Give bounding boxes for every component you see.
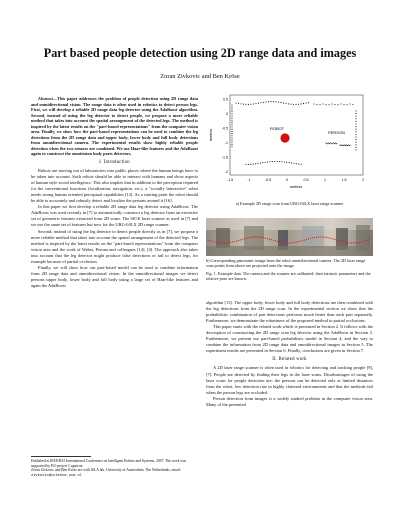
projected-point xyxy=(289,242,290,243)
projected-point xyxy=(291,242,292,243)
robot-marker xyxy=(280,133,289,142)
scan-point xyxy=(296,163,297,164)
y-tick-label: -0.5 xyxy=(221,126,228,131)
projected-point xyxy=(261,237,262,238)
scan-point xyxy=(355,118,356,119)
scan-point xyxy=(308,102,309,103)
projected-point xyxy=(287,242,288,243)
projected-point xyxy=(257,236,258,237)
scan-point xyxy=(329,143,330,144)
projected-point xyxy=(316,237,317,238)
paper-authors: Zoran Zivkovic and Ben Kröse xyxy=(160,73,240,80)
projected-point xyxy=(367,240,368,241)
y-tick-label: -2 xyxy=(224,169,228,174)
scan-point xyxy=(291,163,292,164)
scan-point xyxy=(231,120,232,121)
scan-point xyxy=(327,143,328,144)
projected-point xyxy=(320,236,321,237)
projected-point xyxy=(250,237,251,238)
x-axis-label: meters xyxy=(289,184,303,189)
projected-point xyxy=(363,241,364,242)
scan-point xyxy=(334,104,335,105)
projected-point xyxy=(244,238,245,239)
intro-paragraph-2: In this paper we first develop a reliable 2D range data leg detector using AdaBoost. The AdaBoost was used recently in [7] to automatically construct a leg detector from an extensive set of geometric features extracted from 2D scans. The SICK laser scanner as used in [7] and we use the same set of features but now for the URG-04LX 2D range scanner. xyxy=(31,204,198,228)
scan-point xyxy=(263,102,264,103)
intro-paragraph-3: Second, instead of using the leg detector to detect people directly as in [7], we propose a more reliable method that takes into account the spatial arrangement of the detected legs. The method is inspired by the latest results on the "part-based representations" from the computer vision area and the work of Weber, Perona and colleagues [14], [4]. The approach also takes into account that the leg detector might produce false detections or fail to detect legs, for example because of partial occlusion. xyxy=(31,228,198,264)
y-tick-label: -1.5 xyxy=(221,155,228,160)
figure-caption: Fig. 1. Example data. The camera and the scanner are calibrated: their intrinsic parameters and the relative pose are known. xyxy=(206,271,371,281)
projected-point xyxy=(308,238,309,239)
scan-point xyxy=(248,104,249,105)
scan-point xyxy=(303,103,304,104)
projected-point xyxy=(351,242,352,243)
projected-point xyxy=(357,242,358,243)
projected-point xyxy=(294,242,295,243)
scan-point xyxy=(328,142,329,143)
footnote-rule xyxy=(31,456,91,457)
scan-point xyxy=(231,146,232,147)
scan-point xyxy=(330,142,331,143)
projected-point xyxy=(310,238,311,239)
projected-point xyxy=(248,237,249,238)
scan-point xyxy=(346,104,347,105)
scan-point xyxy=(355,139,356,140)
intro-paragraph-4: Finally, we will show how our part-based model can be used to combine information from 2D range data and omnidirectional vision. In the omnidirectional images we detect persons upper body, lower body and full body using a large set of Haar-like features and again the AdaBoost xyxy=(31,264,198,288)
scan-point xyxy=(300,103,301,104)
plot-frame xyxy=(230,95,363,175)
y-axis-label: meters xyxy=(208,128,213,142)
scan-point xyxy=(231,137,232,138)
scan-point xyxy=(290,104,291,105)
right-paragraph-2: This paper starts with the related work which is presented in Section 2. It follows with the description of constructing the 2D range scan leg detector using the AdaBoost in Section 3. Furthermore, we present our part-based probabilistic model in Section 4, and the way to combine the information from 2D range data and omnidirectional images in Section 5. The experiment results are presented in Section 6. Finally, conclusions are given in Section 7. xyxy=(206,324,373,354)
scan-point xyxy=(349,145,350,146)
scan-point xyxy=(355,131,356,132)
projected-point xyxy=(306,239,307,240)
projected-point xyxy=(246,238,247,239)
scan-point xyxy=(288,103,289,104)
left-column xyxy=(31,96,198,289)
projected-point xyxy=(269,239,270,240)
projected-point xyxy=(216,242,217,243)
projected-point xyxy=(341,241,342,242)
caption-a: a) Example 2D range scan from URG-04LX laser range scanner xyxy=(235,201,344,206)
scan-point xyxy=(269,161,270,162)
projected-point xyxy=(361,241,362,242)
scan-point xyxy=(355,144,356,145)
projected-point xyxy=(228,242,229,243)
right-column xyxy=(206,300,373,408)
scan-point xyxy=(245,104,246,105)
projected-point xyxy=(253,237,254,238)
scan-point xyxy=(295,104,296,105)
projected-point xyxy=(339,240,340,241)
scan-point xyxy=(253,164,254,165)
scan-point xyxy=(255,103,256,104)
projected-point xyxy=(220,242,221,243)
scan-point xyxy=(274,161,275,162)
projected-point xyxy=(255,236,256,237)
scan-point xyxy=(231,126,232,127)
section-heading-related-work: II. Related work xyxy=(272,357,307,363)
projected-point xyxy=(259,237,260,238)
scan-point xyxy=(346,144,347,145)
scan-point xyxy=(231,109,232,110)
scan-point xyxy=(334,143,335,144)
scan-point xyxy=(283,103,284,104)
projected-point xyxy=(335,239,336,240)
y-tick-label: 0 xyxy=(226,111,228,116)
scan-point xyxy=(355,121,356,122)
scan-point xyxy=(277,161,278,162)
scan-point xyxy=(355,149,356,150)
projected-point xyxy=(279,241,280,242)
projected-point xyxy=(343,241,344,242)
scan-point xyxy=(238,103,239,104)
scan-point xyxy=(262,162,263,163)
scan-point xyxy=(231,115,232,116)
footnote-publication: Published at IEEE/RSJ International Conference on Intelligent Robots and Systems, 2007. The work was supported by EU-project Cogniron. xyxy=(31,459,187,468)
scan-point xyxy=(243,104,244,105)
scan-point xyxy=(231,111,232,112)
projected-point xyxy=(304,239,305,240)
scan-point xyxy=(333,142,334,143)
scan-point xyxy=(267,162,268,163)
projected-point xyxy=(212,241,213,242)
projected-point xyxy=(209,240,210,241)
projected-point xyxy=(302,240,303,241)
panoramic-image xyxy=(206,216,373,258)
section-heading-introduction: I. Introduction xyxy=(99,160,130,166)
scan-point xyxy=(355,113,356,114)
scan-point xyxy=(279,161,280,162)
scan-point xyxy=(245,164,246,165)
projected-point xyxy=(326,237,327,238)
abstract-label: Abstract xyxy=(38,96,53,101)
projected-point xyxy=(214,241,215,242)
scan-point xyxy=(231,144,232,145)
scan-point xyxy=(275,101,276,102)
footnote-affiliation-text: Zoran Zivkovic and Ben Kröse are with ISLA lab, University of Amsterdam, The Netherlands, email: xyxy=(31,468,181,473)
scan-point xyxy=(278,102,279,103)
author-email: zivkovic@science.uva.nl xyxy=(31,473,82,478)
projected-point xyxy=(265,238,266,239)
scan-point xyxy=(231,124,232,125)
scan-point xyxy=(253,103,254,104)
scan-point xyxy=(343,145,344,146)
projected-point xyxy=(345,242,346,243)
scan-point xyxy=(231,113,232,114)
scan-point xyxy=(331,143,332,144)
x-tick-label: 1.5 xyxy=(341,178,347,182)
scan-point xyxy=(257,163,258,164)
scan-point xyxy=(280,102,281,103)
x-tick-label: -1 xyxy=(247,178,251,182)
y-tick-label: -1 xyxy=(224,140,228,145)
projected-point xyxy=(332,238,333,239)
projected-point xyxy=(277,241,278,242)
projected-point xyxy=(236,240,237,241)
scan-point xyxy=(231,122,232,123)
projected-point xyxy=(230,242,231,243)
footnote-affiliation xyxy=(31,468,198,478)
projected-point xyxy=(222,242,223,243)
projected-point xyxy=(283,242,284,243)
scan-point xyxy=(355,116,356,117)
projected-point xyxy=(322,236,323,237)
scan-point xyxy=(343,104,344,105)
scan-point xyxy=(286,162,287,163)
scan-point xyxy=(231,140,232,141)
scan-point xyxy=(289,162,290,163)
projected-point xyxy=(298,241,299,242)
scan-point xyxy=(325,104,326,105)
x-axis-ticks xyxy=(227,178,364,182)
scan-point xyxy=(355,147,356,148)
scan-point xyxy=(355,110,356,111)
y-axis-ticks xyxy=(222,97,228,174)
projected-point xyxy=(232,241,233,242)
projected-point xyxy=(273,240,274,241)
scan-point xyxy=(355,123,356,124)
projected-point xyxy=(267,238,268,239)
projected-point xyxy=(365,240,366,241)
scan-point xyxy=(265,101,266,102)
right-paragraph-1: algorithm [13]. The upper body, lower body and full body detections are then combined with the leg detections from the 2D range scan. In the experimental section we show that the probabilistic combination of part detections performs much better than each part separately. Furthermore, we demonstrate the robustness of the proposed method to partial occlusions. xyxy=(206,300,373,324)
projected-point xyxy=(300,241,301,242)
scan-point xyxy=(355,134,356,135)
scan-point xyxy=(337,104,338,105)
scan-point xyxy=(313,103,314,104)
scan-point xyxy=(355,136,356,137)
related-paragraph-2: Person detection from images is a widely studied problem in the computer vision area. Many of the presented xyxy=(206,395,373,407)
scan-point xyxy=(352,104,353,105)
caption-b: b) Corresponding panoramic image from the robot omnidirectional camera. The 2D laser range scan points from above are projected onto the image. xyxy=(206,258,366,268)
projected-point xyxy=(318,236,319,237)
projected-point xyxy=(234,241,235,242)
scan-point xyxy=(284,161,285,162)
projected-point xyxy=(296,242,297,243)
scan-point xyxy=(231,131,232,132)
scan-point xyxy=(231,133,232,134)
scan-point xyxy=(305,103,306,104)
scan-point xyxy=(325,142,326,143)
scan-point xyxy=(231,129,232,130)
projected-point xyxy=(347,242,348,243)
projected-point xyxy=(314,237,315,238)
scan-point xyxy=(336,143,337,144)
scan-point xyxy=(298,164,299,165)
figure-1 xyxy=(206,93,373,281)
scan-point xyxy=(342,144,343,145)
scan-point xyxy=(341,145,342,146)
scan-point xyxy=(260,102,261,103)
projected-point xyxy=(328,237,329,238)
projected-point xyxy=(355,242,356,243)
robot-label: ROBOT xyxy=(270,126,285,131)
scan-point xyxy=(322,103,323,104)
scan-point xyxy=(349,103,350,104)
projected-point xyxy=(312,237,313,238)
footnote xyxy=(31,456,198,478)
paper-title: Part based people detection using 2D range data and images xyxy=(43,46,357,60)
scan-point xyxy=(281,161,282,162)
scan-point xyxy=(331,103,332,104)
person-label: PERSON xyxy=(328,130,345,135)
scan-point xyxy=(258,103,259,104)
scan-point xyxy=(250,104,251,105)
x-tick-label: 0.5 xyxy=(303,178,309,182)
scan-point xyxy=(347,145,348,146)
projected-point xyxy=(281,242,282,243)
projected-point xyxy=(275,240,276,241)
abstract-text: —This paper addresses the problem of people detection using 2D range data and omnidirectional vision. The range data is often used in robotics to detect person legs. First, we will develop a reliable 2D range data leg detector using the AdaBoost algorithm. Second, instead of using the leg detector to detect people, we propose a more reliable method that takes into account the spatial arrangement of the detected legs. The method is inspired by the latest results on the "part-based representations" from the computer vision area. Finally, we show how the part-based representations can be used to combine the leg detections from the 2D range data and upper body, lower body and full body detections from omnidirectional camera. The experimental results show highly reliable people detection when the two sensors are combined. We use Haar-like features and the AdaBoost again to construct the omnivision body parts detectors. xyxy=(31,96,198,157)
intro-paragraph-1: Robots are moving out of laboratories into public places where the human beings have to be taken into account. Such robots should be able to interact with humans and show aspects of human style social intelligence. This also implies that in addition to the perception required for the conventional functions (localization, navigation, etc.), a "socially interactive" robot needs strong human oriented perceptual capabilities [12]. As a starting point the robot should be able to accurately and robustly detect and localize the persons around it [16]. xyxy=(31,168,198,204)
x-tick-label: -0.5 xyxy=(264,178,272,182)
x-tick-label: 0 xyxy=(286,178,288,182)
scan-point xyxy=(355,142,356,143)
scan-point xyxy=(231,107,232,108)
projected-point xyxy=(242,239,243,240)
projected-point xyxy=(224,242,225,243)
scan-point xyxy=(273,101,274,102)
projected-point xyxy=(240,239,241,240)
scan-point xyxy=(268,101,269,102)
x-tick-label: -1.5 xyxy=(226,178,234,182)
scan-point xyxy=(355,129,356,130)
related-paragraph-1: A 2D laser range scanner is often used in robotics for detecting and tracking people [9], [7]. People are detected by finding their legs in the laser scans. Disadvantages of using the laser scans for people detection are: the persons can be detected only at limited distances from the robot, low detection rate in highly cluttered environments and that the methods fail when the person legs are occluded. xyxy=(206,365,373,395)
scan-point xyxy=(231,135,232,136)
projected-point xyxy=(330,238,331,239)
scan-point xyxy=(250,164,251,165)
projected-point xyxy=(226,242,227,243)
projected-point xyxy=(263,237,264,238)
projected-point xyxy=(238,240,239,241)
projected-point xyxy=(369,239,370,240)
scan-point xyxy=(255,163,256,164)
x-tick-label: 1 xyxy=(324,178,326,182)
scan-point xyxy=(335,142,336,143)
scan-point xyxy=(231,142,232,143)
abstract xyxy=(31,96,198,157)
scan-point xyxy=(265,162,266,163)
projected-point xyxy=(359,242,360,243)
projected-point xyxy=(324,237,325,238)
scan-point xyxy=(270,101,271,102)
x-tick-label: 2 xyxy=(362,178,364,182)
scan-point xyxy=(301,164,302,165)
y-tick-label: 0.5 xyxy=(223,97,228,102)
range-scan-plot xyxy=(206,93,373,213)
projected-point xyxy=(218,242,219,243)
scan-point xyxy=(345,145,346,146)
scan-point xyxy=(293,104,294,105)
scan-point xyxy=(260,163,261,164)
scan-point xyxy=(348,144,349,145)
scan-point xyxy=(328,104,329,105)
scan-point xyxy=(355,126,356,127)
scan-point xyxy=(240,103,241,104)
scan-point xyxy=(293,163,294,164)
scan-point xyxy=(344,144,345,145)
scan-point xyxy=(319,104,320,105)
projected-point xyxy=(285,242,286,243)
scan-point xyxy=(235,102,236,103)
scan-point xyxy=(316,104,317,105)
scan-point xyxy=(272,161,273,162)
projected-point xyxy=(337,240,338,241)
scan-point xyxy=(248,164,249,165)
projected-point xyxy=(353,242,354,243)
projected-point xyxy=(271,239,272,240)
scan-point xyxy=(339,144,340,145)
scan-point xyxy=(231,118,232,119)
projected-point xyxy=(349,242,350,243)
scan-point xyxy=(340,103,341,104)
projected-point xyxy=(207,239,208,240)
scan-point xyxy=(231,104,232,105)
scan-point xyxy=(298,104,299,105)
scan-point xyxy=(285,103,286,104)
